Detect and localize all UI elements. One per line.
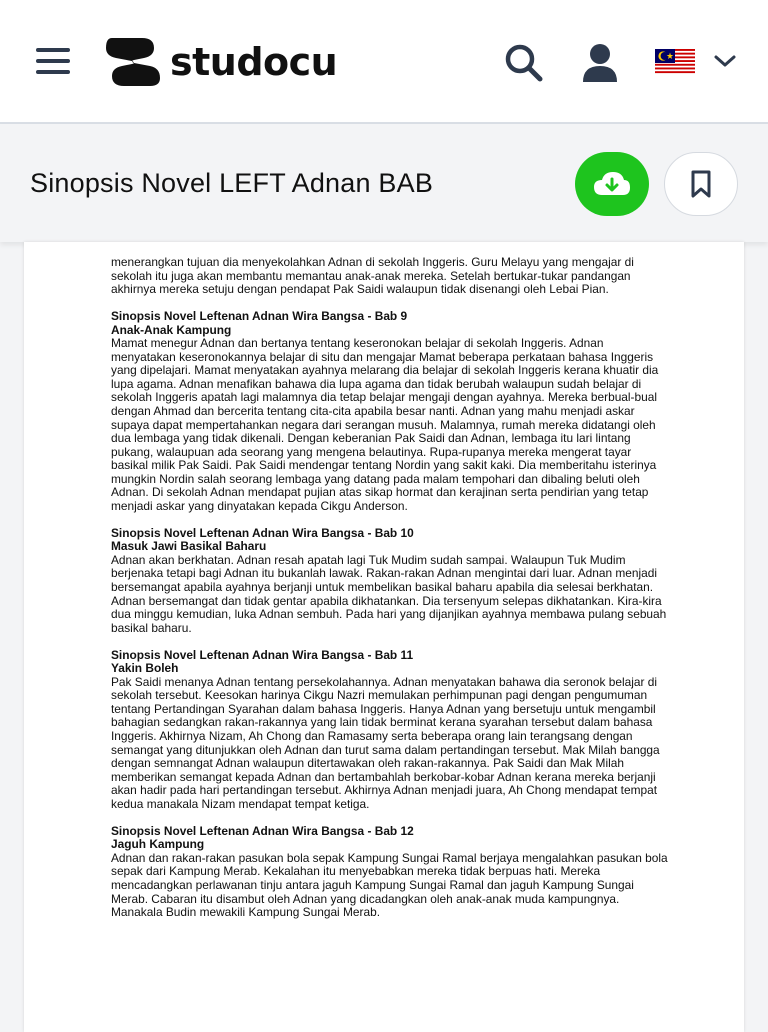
user-icon <box>580 42 620 84</box>
document-page <box>24 242 744 1032</box>
section-body: Mamat menegur Adnan dan bertanya tentang keseronokan belajar di sekolah Inggeris. Adnan menyatakan keseronokannya belajar di situ dan mengajar Mamat beberapa perkataan bahasa Inggeris yang dipelajari. Mamat menyatakan ayahnya melarang dia belajar di sekolah Inggeris kerana khuatir dia lupa agama. Adnan menafikan bahawa dia lupa agama dan tidak berubah walaupun sudah belajar di sekolah Inggeris apatah lagi malamnya dia tetap belajar mengaji dengan ayahnya. Mereka berbual-bual dengan Ahmad dan bercerita tentang cita-cita apabila besar nanti. Adnan yang mahu menjadi askar supaya dapat mempertahankan negara dari serangan musuh. Malamnya, rumah mereka didatangi oleh dua lembaga yang tidak dikenali. Dengan keberanian Pak Saidi dan Adnan, lembaga itu lari lintang pukang, walaupuan ada seorang yang mengena belautinya. Rupa-rupanya mereka mengerat tayar basikal milik Pak Saidi. Pak Saidi mendengar tentang Nordin yang sakit kaki. Dia memberitahu isterinya mungkin Nordin salah seorang lembaga yang datang pada malam tempohari dan dibaling beluti oleh Adnan. Di sekolah Adnan mendapat pujian atas sikap hormat dan kerajinan serta pendirian yang tetap menjadi askar yang dinyatakan kepada Cikgu Anderson. <box>111 336 659 513</box>
studocu-logo[interactable] <box>104 36 337 88</box>
chevron-down-icon <box>712 52 738 70</box>
hamburger-menu-icon[interactable] <box>36 48 70 76</box>
brand-name: studocu <box>170 40 338 84</box>
cloud-download-icon <box>592 169 632 199</box>
section-body: Adnan akan berkhatan. Adnan resah apatah lagi Tuk Mudim sudah sampai. Walaupun Tuk Mudim berjenaka tetapi bagi Adnan itu bukanlah lawak. Rakan-rakan Adnan mengintai dari luar. Adnan menjadi bersemangat apabila ayahnya berjanji untuk membelikan basikal baharu apabila dia selesai berkhatan. Adnan bersemangat dan tidak gentar apabila dikhatankan. Dia tersenyum selepas dikhatankan. Kira-kira dua minggu kemudian, luka Adnan sembuh. Pada hari yang dijanjikan ayahnya membawa pulang sebuah basikal baharu. <box>111 552 667 635</box>
section-subtitle: Masuk Jawi Basikal Baharu <box>111 539 267 554</box>
section-title: Sinopsis Novel Leftenan Adnan Wira Bangsa - Bab 9 <box>111 309 408 324</box>
studocu-logo-icon <box>104 36 162 88</box>
section-bab-9 <box>111 310 671 513</box>
section-body: Pak Saidi menanya Adnan tentang persekolahannya. Adnan menyatakan bahawa dia seronok belajar di sekolah tersebut. Keesokan harinya Cikgu Nazri memulakan perhimpunan pagi dengan pengumuman tentang Pertandingan Syarahan dalam bahasa Inggeris. Hanya Adnan yang bersetuju untuk mengambil bahagian sedangkan rakan-rakannya yang lain tidak berminat kerana syarahan tersebut dalam bahasa Inggeris. Akhirnya Nizam, Ah Chong dan Ramasamy serta beberapa orang lain terangsang dengan semangat yang ditunjukkan oleh Adnan dan turut sama dalam pertandingan tersebut. Mak Milah bangga dengan semnangat Adnan walaupun ditertawakan oleh rakan-rakannya. Pak Saidi dan Mak Milah memberikan semangat kepada Adnan dan bertambahlah berkobar-kobar Adnan kerana mereka berjanji akan hadir pada hari pertandingan tersebut. Akhirnya Adnan menjadi juara, Ah Chong mendapat tempat kedua manakala Nizam mendapat tempat ketiga. <box>111 674 660 811</box>
section-title: Sinopsis Novel Leftenan Adnan Wira Bangsa - Bab 11 <box>111 647 414 662</box>
language-dropdown-toggle[interactable] <box>712 52 738 70</box>
section-body: Adnan dan rakan-rakan pasukan bola sepak Kampung Sungai Ramal berjaya mengalahkan pasukan bola sepak dari Kampung Merab. Kekalahan itu menyebabkan mereka tidak berpuas hati. Mereka mencadangkan perlawanan tinju antara jaguh Kampung Sungai Ramal dan jaguh Kampung Sungai Merab. Cabaran itu disambut oleh Adnan yang dicadangkan oleh anak-anak muda kampungnya. Manakala Budin mewakili Kampung Sungai Merab. <box>111 850 668 920</box>
bookmark-icon <box>689 170 713 198</box>
intro-paragraph: menerangkan tujuan dia menyekolahkan Adnan di sekolah Inggeris. Guru Melayu yang mengajar di sekolah itu juga akan membantu memantau anak-anak mereka. Setelah bertukar-tukar pandangan akhirnya mereka setuju dengan pendapat Pak Saidi walaupun tidak disenangi oleh Lebai Pian. <box>111 255 634 297</box>
section-subtitle: Anak-Anak Kampung <box>111 322 232 337</box>
section-subtitle: Yakin Boleh <box>111 661 179 676</box>
section-bab-10 <box>111 527 671 635</box>
search-button[interactable] <box>503 42 545 84</box>
top-navigation-bar <box>0 0 768 124</box>
search-icon <box>503 42 545 84</box>
user-account-button[interactable] <box>580 42 620 84</box>
document-title: Sinopsis Novel LEFT Adnan BAB <box>30 168 434 198</box>
section-title: Sinopsis Novel Leftenan Adnan Wira Bangsa - Bab 12 <box>111 823 414 838</box>
section-bab-11 <box>111 649 671 812</box>
download-button[interactable] <box>575 152 649 216</box>
language-selector[interactable] <box>655 49 695 75</box>
section-bab-12 <box>111 825 671 920</box>
bookmark-button[interactable] <box>664 152 738 216</box>
malaysia-flag-icon <box>655 49 695 75</box>
document-header-bar <box>0 124 768 242</box>
section-subtitle: Jaguh Kampung <box>111 837 205 852</box>
document-content <box>111 256 671 920</box>
section-title: Sinopsis Novel Leftenan Adnan Wira Bangsa - Bab 10 <box>111 525 414 540</box>
